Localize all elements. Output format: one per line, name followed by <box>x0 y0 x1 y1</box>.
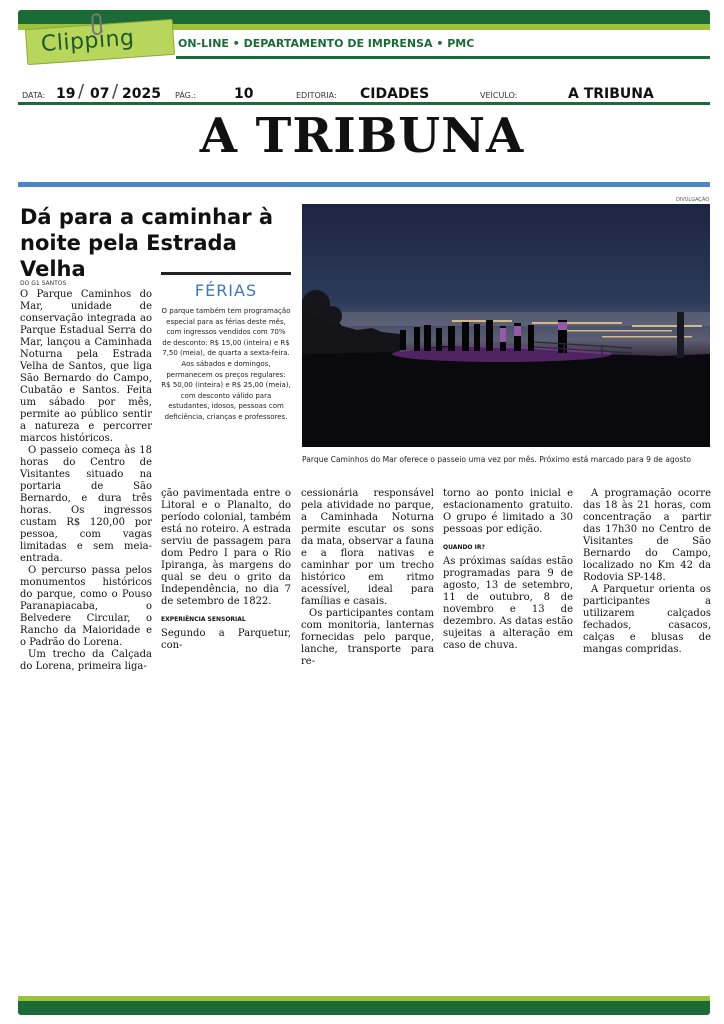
photo-credit: DIVULGAÇÃO <box>676 197 710 203</box>
clipping-logo-text: Clipping <box>40 25 136 58</box>
veiculo-value: A TRIBUNA <box>568 86 654 102</box>
paragraph: Os participantes contam com monitoria, lanternas fornecidas pelo parque, lanche, transporte para re- <box>301 608 434 667</box>
date-slash: / <box>78 81 85 102</box>
article-column-5 <box>583 488 711 656</box>
night-scene-illustration <box>302 204 710 447</box>
article-column-1 <box>20 289 152 673</box>
veiculo-label: VEÍCULO: <box>480 91 518 100</box>
paragraph: O percurso passa pelos monumentos históricos do parque, como o Pouso Paranapiacaba, o Belvedere Circular, o Rancho da Maioridade e o Padrão do Lorena. <box>20 565 152 648</box>
paragraph: ção pavimentada entre o Litoral e o Planalto, do período colonial, também está no roteiro. A estrada serviu de passagem para dom Pedro I para o Rio Ipiranga, às margens do qual se deu o grito da Independência, no dia 7 de setembro de 1822. <box>161 488 291 607</box>
paperclip-icon <box>91 13 103 36</box>
department-line: ON-LINE • DEPARTAMENTO DE IMPRENSA • PMC <box>178 37 475 50</box>
masthead-rule <box>18 182 710 187</box>
date-slash: / <box>112 81 119 102</box>
sidebar-top-bar <box>161 272 291 275</box>
paragraph: A programação ocorre das 18 às 21 horas, com concentração a partir das 17h30 no Centro de Visitantes de São Bernardo do Campo, localizado no Km 42 da Rodovia SP-148. <box>583 488 711 583</box>
photo-caption: Parque Caminhos do Mar oferece o passeio uma vez por mês. Próximo está marcado para 9 de agosto <box>302 455 691 464</box>
newspaper-masthead: A TRIBUNA <box>199 108 525 164</box>
paragraph: O Parque Caminhos do Mar, unidade de conservação integrada ao Parque Estadual Serra do Mar, lançou a Caminhada Noturna pela Estrada Velha de Santos, que liga São Bernardo do Campo, Cubatão e Santos. Feita um sábado por mês, permite ao público sentir a natureza e percorrer marcos históricos. <box>20 289 152 444</box>
paragraph: A Parquetur orienta os participantes a utilizarem calçados fechados, casacos, calças e blusas de mangas compridas. <box>583 584 711 655</box>
clipping-bottom-band <box>18 996 710 1018</box>
ferias-sidebar <box>161 272 291 468</box>
subheading-quando-ir: QUANDO IR? <box>443 544 485 551</box>
sidebar-text: O parque também tem programação especial para as férias deste mês, com ingressos vendidos com 70% de desconto: R$ 15,00 (inteira) e R$ 7,50 (meia), de quarta a sexta-feira. Aos sábados e domingos, permanecem os preços regulares: R$ 50,00 (inteira) e R$ 25,00 (meia), com desconto válido para estudantes, idosos, pessoas com deficiência, crianças e professores. <box>161 307 291 421</box>
data-month: 07 <box>90 86 110 102</box>
department-rule <box>176 56 710 59</box>
article-headline: Dá para a caminhar à noite pela Estrada Velha <box>20 205 274 281</box>
article-byline: DO G1 SANTOS <box>20 280 67 287</box>
night-walk-photo <box>302 204 710 447</box>
pag-label: PÁG.: <box>175 91 197 100</box>
paragraph: cessionária responsável pela atividade no parque, a Caminhada Noturna permite escutar os sons da mata, observar a fauna e a flora nativas e caminhar por um trecho histórico em ritmo acessível, ideal para famílias e casais. <box>301 488 434 607</box>
sidebar-title: FÉRIAS <box>194 281 258 300</box>
bottom-band-dark <box>18 1001 710 1015</box>
data-label: DATA: <box>22 91 46 100</box>
paragraph: As próximas saídas estão programadas para 9 de agosto, 13 de setembro, 11 de outubro, 8 de novembro e 13 de dezembro. As datas estão sujeitas a alteração em caso de chuva. <box>443 556 573 651</box>
paragraph: torno ao ponto inicial e estacionamento gratuito. O grupo é limitado a 30 pessoas por edição. <box>443 488 573 535</box>
meta-rule <box>18 102 710 105</box>
article-column-3 <box>301 488 434 668</box>
article-column-4 <box>443 488 573 652</box>
paragraph: O passeio começa às 18 horas do Centro de Visitantes situado na portaria de São Bernardo, e dura três horas. Os ingressos custam R$ 120,00 por pessoa, com vagas limitadas e sem meia-entrada. <box>20 445 152 564</box>
article-column-2 <box>161 488 291 652</box>
pag-value: 10 <box>234 86 254 102</box>
paragraph: Segundo a Parquetur, con- <box>161 628 291 651</box>
data-day: 19 <box>56 86 76 102</box>
subheading-experiencia: EXPERIÊNCIA SENSORIAL <box>161 616 246 623</box>
editoria-value: CIDADES <box>360 86 430 102</box>
editoria-label: EDITORIA: <box>296 91 337 100</box>
paragraph: Um trecho da Calçada do Lorena, primeira liga- <box>20 649 152 672</box>
data-year: 2025 <box>122 86 161 102</box>
clipping-meta-row <box>18 80 710 104</box>
